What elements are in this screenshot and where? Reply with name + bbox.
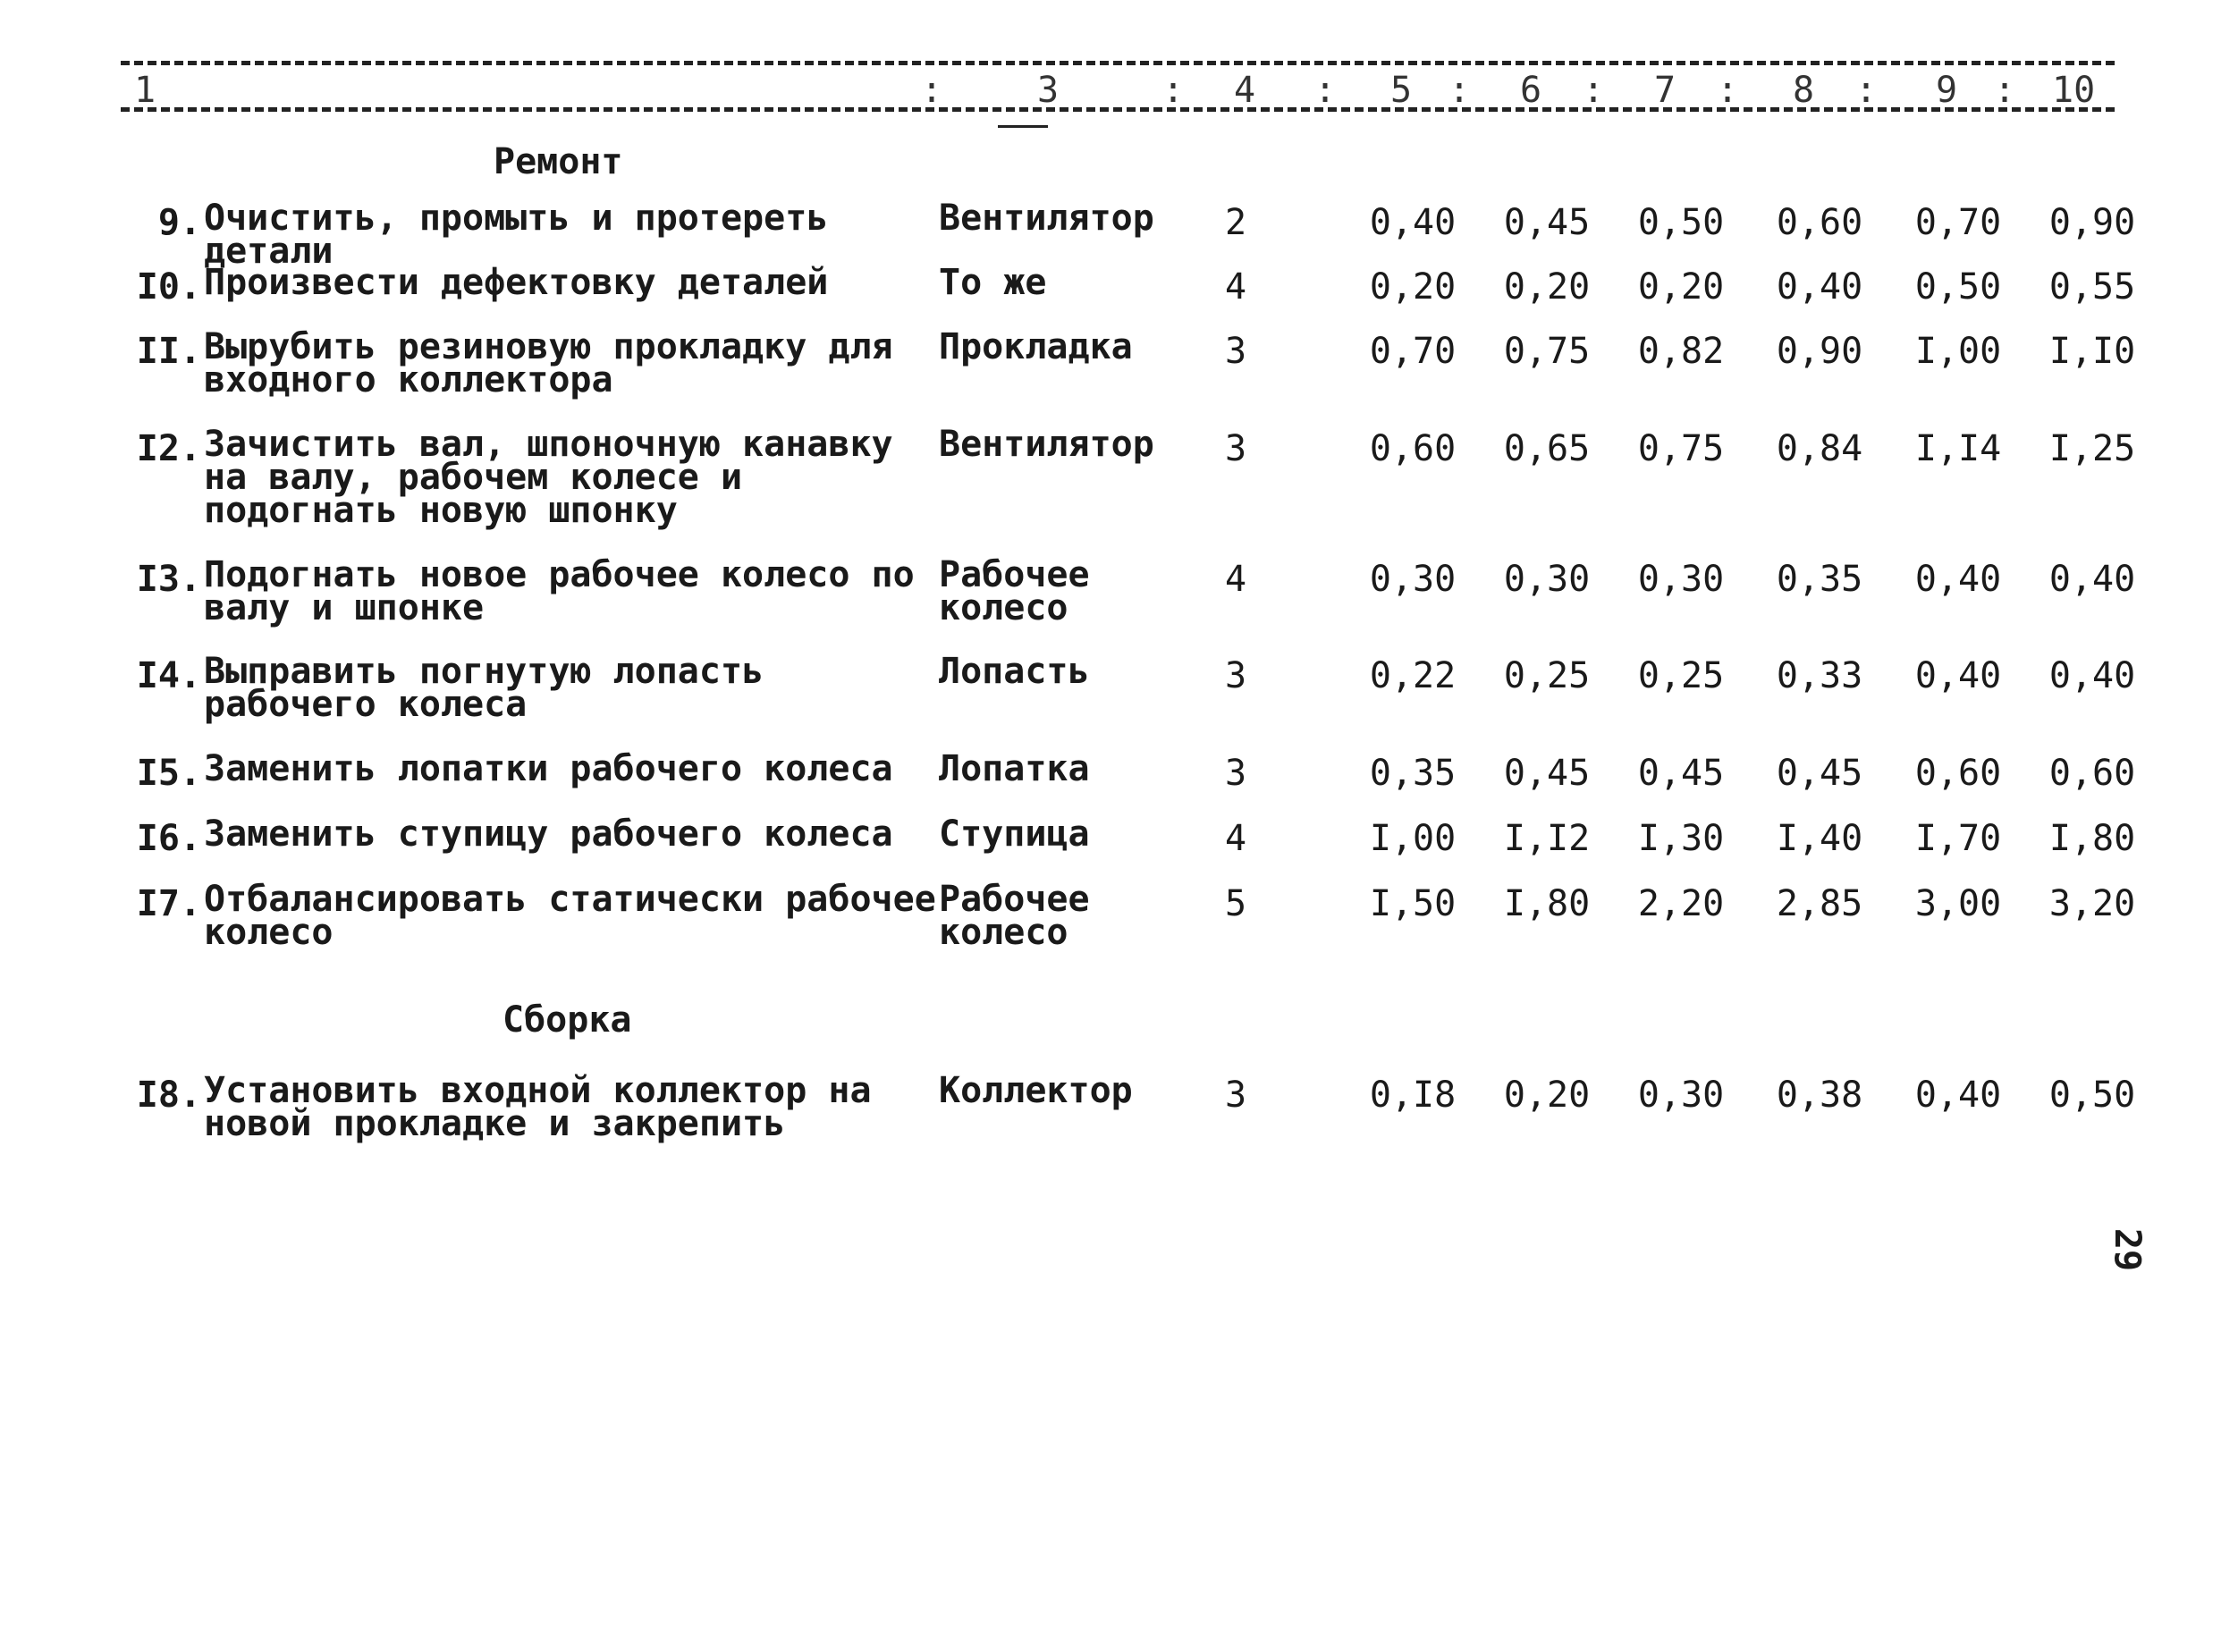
row-value: 3,20 bbox=[2048, 883, 2136, 924]
row-object: Рабочее колесо bbox=[939, 554, 1090, 628]
row-value: 0,25 bbox=[1503, 655, 1591, 696]
row-grade: 3 bbox=[1225, 1075, 1247, 1116]
row-value: 0,30 bbox=[1637, 559, 1725, 600]
row-grade: 3 bbox=[1225, 331, 1247, 372]
row-description: Отбалансировать статически рабочее колесо bbox=[204, 879, 936, 953]
row-value: I,I0 bbox=[2048, 331, 2136, 372]
row-value: 0,75 bbox=[1503, 331, 1591, 372]
row-grade: 4 bbox=[1225, 559, 1247, 600]
row-object: Вентилятор bbox=[939, 198, 1154, 239]
row-value: 0,25 bbox=[1637, 655, 1725, 696]
row-value: 0,20 bbox=[1503, 266, 1591, 308]
row-grade: 3 bbox=[1225, 753, 1247, 794]
row-description: Заменить ступицу рабочего колеса bbox=[204, 813, 893, 855]
row-value: 0,45 bbox=[1637, 753, 1725, 794]
row-grade: 4 bbox=[1225, 266, 1247, 308]
row-number: I2. bbox=[136, 428, 201, 469]
row-value: 0,22 bbox=[1369, 655, 1457, 696]
header-col-4: 4 bbox=[1234, 70, 1256, 111]
row-grade: 2 bbox=[1225, 202, 1247, 243]
row-value: 0,35 bbox=[1369, 753, 1457, 794]
row-value: 0,70 bbox=[1914, 202, 2002, 243]
header-col-3: 3 bbox=[1037, 70, 1060, 111]
row-value: I,70 bbox=[1914, 818, 2002, 859]
row-value: 2,20 bbox=[1637, 883, 1725, 924]
row-value: 0,30 bbox=[1503, 559, 1591, 600]
header-sep: : bbox=[1162, 70, 1185, 111]
row-value: 0,40 bbox=[1914, 655, 2002, 696]
row-value: 0,45 bbox=[1503, 202, 1591, 243]
row-number: 9. bbox=[157, 202, 201, 243]
row-description: Заменить лопатки рабочего колеса bbox=[204, 748, 893, 789]
row-value: 0,38 bbox=[1776, 1075, 1863, 1116]
row-grade: 5 bbox=[1225, 883, 1247, 924]
section-heading-assembly: Сборка bbox=[502, 999, 632, 1041]
header-col-1: 1 bbox=[134, 70, 156, 111]
row-value: 0,40 bbox=[1914, 559, 2002, 600]
header-underline bbox=[998, 125, 1048, 128]
row-value: I,40 bbox=[1776, 818, 1863, 859]
row-number: I7. bbox=[136, 883, 201, 924]
header-bottom-rule bbox=[121, 107, 2115, 112]
row-value: 0,33 bbox=[1776, 655, 1863, 696]
row-number: I0. bbox=[136, 266, 201, 308]
row-value: 0,75 bbox=[1637, 428, 1725, 469]
row-value: 2,85 bbox=[1776, 883, 1863, 924]
header-sep: : bbox=[1717, 70, 1739, 111]
header-top-rule bbox=[121, 61, 2115, 65]
row-value: 0,45 bbox=[1503, 753, 1591, 794]
row-value: I,30 bbox=[1637, 818, 1725, 859]
header-col-10: 10 bbox=[2052, 70, 2096, 111]
row-value: 0,65 bbox=[1503, 428, 1591, 469]
row-value: I,I2 bbox=[1503, 818, 1591, 859]
row-object: Рабочее колесо bbox=[939, 879, 1090, 953]
row-value: 0,70 bbox=[1369, 331, 1457, 372]
row-value: 0,82 bbox=[1637, 331, 1725, 372]
row-object: Коллектор bbox=[939, 1070, 1133, 1111]
row-number: I4. bbox=[136, 655, 201, 696]
row-number: I6. bbox=[136, 818, 201, 859]
row-value: 0,84 bbox=[1776, 428, 1863, 469]
row-value: 0,50 bbox=[1914, 266, 2002, 308]
row-value: 0,55 bbox=[2048, 266, 2136, 308]
row-grade: 3 bbox=[1225, 428, 1247, 469]
row-description: Подогнать новое рабочее колесо по валу и шпонке bbox=[204, 554, 915, 628]
row-value: I,50 bbox=[1369, 883, 1457, 924]
row-value: 0,45 bbox=[1776, 753, 1863, 794]
row-value: 0,20 bbox=[1369, 266, 1457, 308]
header-col-9: 9 bbox=[1936, 70, 1958, 111]
row-value: 0,50 bbox=[1637, 202, 1725, 243]
row-object: Лопатка bbox=[939, 748, 1090, 789]
header-col-5: 5 bbox=[1390, 70, 1413, 111]
row-value: I,80 bbox=[2048, 818, 2136, 859]
row-value: 0,90 bbox=[1776, 331, 1863, 372]
row-grade: 4 bbox=[1225, 818, 1247, 859]
header-sep: : bbox=[1583, 70, 1605, 111]
row-value: 0,40 bbox=[2048, 559, 2136, 600]
row-value: I,00 bbox=[1914, 331, 2002, 372]
header-sep: : bbox=[1855, 70, 1878, 111]
page-number: 29 bbox=[2107, 1227, 2149, 1272]
row-value: 0,20 bbox=[1637, 266, 1725, 308]
header-sep: : bbox=[1314, 70, 1337, 111]
header-sep: : bbox=[921, 70, 943, 111]
row-number: I3. bbox=[136, 559, 201, 600]
row-number: II. bbox=[136, 331, 201, 372]
row-object: Прокладка bbox=[939, 326, 1133, 367]
row-value: 0,40 bbox=[1776, 266, 1863, 308]
row-value: I,I4 bbox=[1914, 428, 2002, 469]
header-sep: : bbox=[1994, 70, 2016, 111]
row-value: 0,90 bbox=[2048, 202, 2136, 243]
header-sep: : bbox=[1448, 70, 1471, 111]
row-value: 0,60 bbox=[1776, 202, 1863, 243]
row-value: I,80 bbox=[1503, 883, 1591, 924]
row-description: Вырубить резиновую прокладку для входного коллектора bbox=[204, 326, 893, 400]
row-object: Лопасть bbox=[939, 651, 1090, 692]
row-value: I,00 bbox=[1369, 818, 1457, 859]
row-description: Выправить погнутую лопасть рабочего колеса bbox=[204, 651, 764, 725]
row-value: 0,40 bbox=[1914, 1075, 2002, 1116]
row-value: 0,60 bbox=[1369, 428, 1457, 469]
row-value: 0,60 bbox=[2048, 753, 2136, 794]
row-description: Установить входной коллектор на новой прокладке и закрепить bbox=[204, 1070, 872, 1144]
row-value: 0,60 bbox=[1914, 753, 2002, 794]
row-value: 0,40 bbox=[1369, 202, 1457, 243]
header-col-8: 8 bbox=[1793, 70, 1815, 111]
row-object: Ступица bbox=[939, 813, 1090, 855]
row-value: 0,30 bbox=[1637, 1075, 1725, 1116]
row-object: То же bbox=[939, 262, 1047, 303]
row-value: 0,I8 bbox=[1369, 1075, 1457, 1116]
row-description: Очистить, промыть и протереть детали bbox=[204, 198, 829, 272]
row-description: Произвести дефектовку деталей bbox=[204, 262, 829, 303]
row-value: 0,20 bbox=[1503, 1075, 1591, 1116]
row-description: Зачистить вал, шпоночную канавку на валу, рабочем колесе и подогнать новую шпонку bbox=[204, 424, 893, 531]
header-col-7: 7 bbox=[1654, 70, 1676, 111]
row-value: 0,30 bbox=[1369, 559, 1457, 600]
section-heading-repair: Ремонт bbox=[494, 141, 623, 182]
row-value: I,25 bbox=[2048, 428, 2136, 469]
row-number: I8. bbox=[136, 1075, 201, 1116]
row-value: 0,35 bbox=[1776, 559, 1863, 600]
row-value: 3,00 bbox=[1914, 883, 2002, 924]
row-number: I5. bbox=[136, 753, 201, 794]
row-value: 0,40 bbox=[2048, 655, 2136, 696]
row-grade: 3 bbox=[1225, 655, 1247, 696]
row-value: 0,50 bbox=[2048, 1075, 2136, 1116]
header-col-6: 6 bbox=[1520, 70, 1542, 111]
row-object: Вентилятор bbox=[939, 424, 1154, 465]
